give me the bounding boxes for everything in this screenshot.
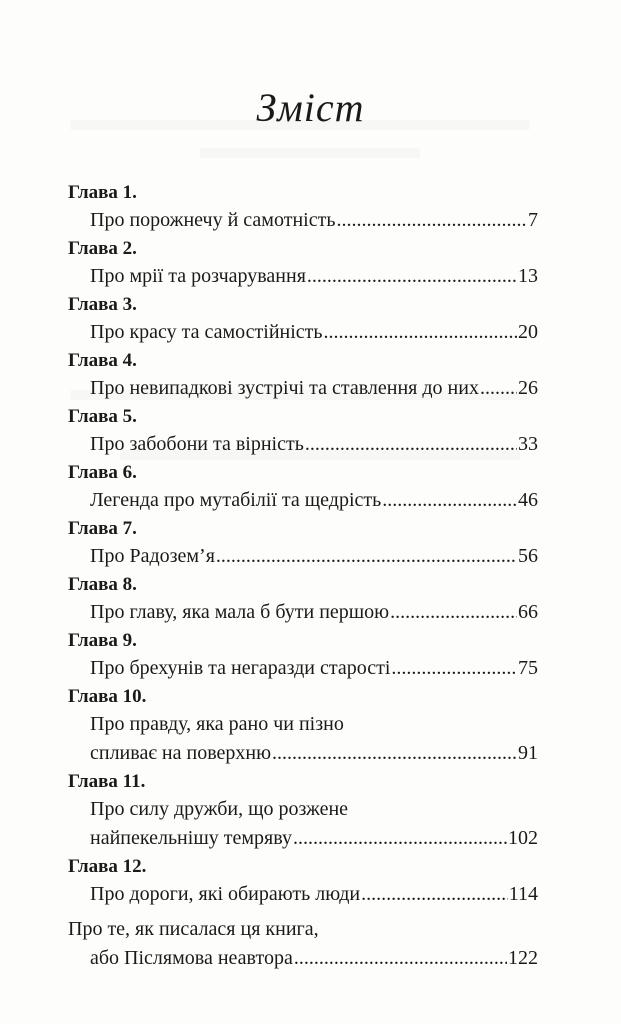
chapter-title: Про брехунів та негаразди старості [90,657,391,679]
toc-entry [68,347,538,403]
dot-leader [324,318,517,347]
toc-line [68,598,538,627]
chapter-title: Про главу, яка мала б бути першою [90,601,390,623]
chapter-heading: Глава 7. [68,518,137,539]
toc-line [68,880,538,909]
chapter-heading: Глава 2. [68,238,137,259]
chapter-heading: Глава 4. [68,350,137,371]
chapter-heading: Глава 8. [68,574,137,595]
page-number: 102 [508,827,538,849]
dot-leader [382,486,517,515]
toc-line [68,824,538,853]
page-number: 75 [518,657,538,679]
chapter-title: Про дороги, які обирають люди [90,883,361,905]
toc-line [68,795,538,824]
toc-entry [68,459,538,515]
page-number: 122 [508,947,538,969]
dot-leader [294,944,507,973]
dot-leader [361,880,508,909]
toc-entry [68,571,538,627]
toc-line [68,710,538,739]
bleed-through [200,148,420,158]
chapter-heading: Глава 1. [68,182,137,203]
table-of-contents [68,179,538,973]
toc-entry [68,515,538,571]
dot-leader [293,824,507,853]
toc-line [68,486,538,515]
toc-line [68,262,538,291]
chapter-heading: Глава 10. [68,686,147,707]
chapter-heading: Глава 11. [68,771,146,792]
toc-line [68,374,538,403]
dot-leader [391,654,517,683]
chapter-title: Про силу дружби, що розжене [90,798,349,820]
chapter-title: Про мрії та розчарування [90,265,306,287]
toc-entry-afterword [68,915,538,973]
chapter-title-continued: найпекельнішу темряву [90,827,292,849]
chapter-title: Про порожнечу й самотність [90,209,336,231]
page-title: Зміст [256,85,365,130]
dot-leader [216,542,517,571]
toc-entry [68,683,538,768]
chapter-title: Про Радозем’я [90,545,215,567]
toc-entry [68,853,538,909]
toc-entry [68,403,538,459]
chapter-title: Про правду, яка рано чи пізно [90,713,344,735]
toc-entry [68,291,538,347]
toc-line [68,944,538,973]
afterword-title-continued: або Післямова неавтора [90,947,293,969]
chapter-title-continued: спливає на поверхню [90,742,272,764]
chapter-title: Про красу та самостійність [90,321,323,343]
toc-entry [68,627,538,683]
page-number: 20 [518,321,538,343]
toc-line [68,430,538,459]
toc-line [68,654,538,683]
chapter-heading: Глава 5. [68,406,137,427]
toc-entry [68,768,538,853]
toc-line [68,318,538,347]
toc-line [68,206,538,235]
chapter-heading: Глава 12. [68,856,147,877]
toc-entry [68,179,538,235]
page-number: 13 [518,265,538,287]
dot-leader [390,598,517,627]
page-number: 56 [518,545,538,567]
chapter-title: Про забобони та вірність [90,433,304,455]
dot-leader [480,374,517,403]
page-number: 26 [518,377,538,399]
page-number: 33 [518,433,538,455]
toc-line [68,542,538,571]
chapter-title: Легенда про мутабілії та щедрість [90,489,382,511]
chapter-heading: Глава 9. [68,630,137,651]
chapter-heading: Глава 3. [68,294,137,315]
toc-entry [68,235,538,291]
dot-leader [305,430,517,459]
page-number: 7 [528,209,538,231]
page-number: 66 [518,601,538,623]
dot-leader [272,739,517,768]
page-number: 46 [518,489,538,511]
dot-leader [336,206,527,235]
page-number: 91 [518,742,538,764]
dot-leader [307,262,517,291]
page-number: 114 [508,883,538,905]
afterword-title: Про те, як писалася ця книга, [68,918,319,940]
toc-line [68,739,538,768]
chapter-heading: Глава 6. [68,462,137,483]
chapter-title: Про невипадкові зустрічі та ставлення до них [90,377,479,399]
